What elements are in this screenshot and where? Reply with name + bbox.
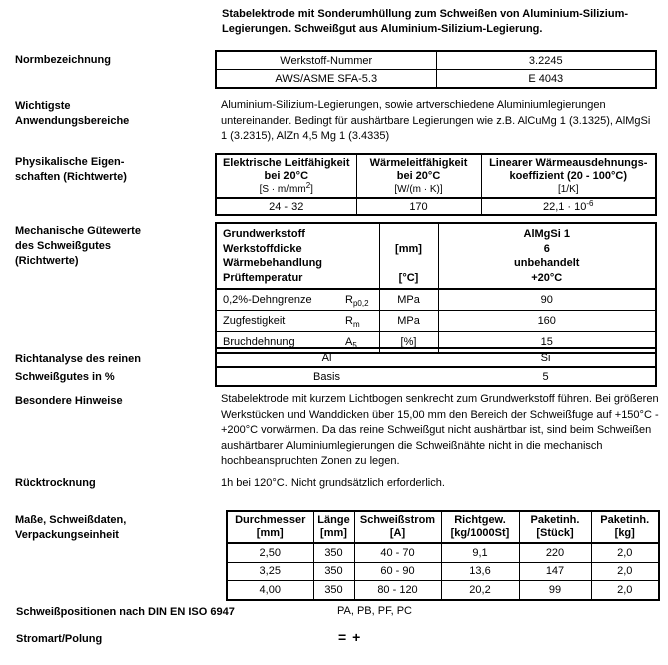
- header-cell: Schweißstrom [A]: [354, 511, 441, 543]
- norm-value-cell: E 4043: [436, 70, 656, 89]
- value-cell: 40 - 70: [354, 543, 441, 562]
- value-cell: 99: [519, 581, 591, 600]
- value-cell: $22,1 \cdot 10^{-6}$: [481, 198, 656, 215]
- norm-value-cell: 3.2245: [436, 51, 656, 70]
- table-row: [216, 198, 656, 215]
- property-name: 0,2%-Dehngrenze: [223, 293, 312, 306]
- value-cell: 2,50: [227, 543, 313, 562]
- header-cell: [mm] [°C]: [379, 223, 438, 289]
- value-cell: 2,0: [591, 581, 659, 600]
- table-row: [216, 289, 656, 311]
- section-label-physikalische-eigenschaften: Physikalische Eigen- schaften (Richtwerte): [15, 156, 127, 183]
- stromart-polung-value: = +: [338, 629, 362, 645]
- property-symbol: $R_{p0,2}$: [345, 293, 369, 308]
- ruecktrocknung-text: 1h bei 120°C. Nicht grundsätzlich erforderlich.: [221, 477, 445, 489]
- table-header-row: [227, 511, 659, 543]
- header-cell: Elektrische Leitfähigkeit bei 20°C $[S \cdot m/mm^2]$: [216, 154, 356, 198]
- unit-cell: MPa: [379, 310, 438, 331]
- section-label-stromart-polung: Stromart/Polung: [16, 633, 103, 645]
- header-cell: AlMgSi 1 6 unbehandelt +20°C: [438, 223, 656, 289]
- masse-table: [226, 510, 658, 601]
- value-cell: 220: [519, 543, 591, 562]
- unit-label: [1/K]: [557, 184, 579, 195]
- table-row: [227, 562, 659, 581]
- section-label-richtanalyse: Richtanalyse des reinen Schweißgutes in %: [15, 353, 141, 383]
- element-cell: Al: [216, 348, 436, 367]
- page-title: Stabelektrode mit Sonderumhüllung zum Schweißen von Aluminium-Silizium-Legierungen. Schweißgut aus Aluminium-Silizium-Legierung.: [222, 8, 629, 35]
- section-label-besondere-hinweise: Besondere Hinweise: [15, 395, 123, 407]
- table-header-row: [216, 154, 656, 198]
- section-label-normbezeichnung: Normbezeichnung: [15, 54, 111, 66]
- table-header-row: [216, 348, 656, 367]
- property-name: Bruchdehnung: [223, 335, 295, 348]
- value-cell: 13,6: [441, 562, 519, 581]
- value-cell: 60 - 90: [354, 562, 441, 581]
- section-label-masse-schweissdaten: Maße, Schweißdaten, Verpackungseinheit: [15, 514, 127, 541]
- value-cell: 160: [438, 310, 656, 331]
- property-cell: [216, 289, 379, 311]
- value-cell: 15: [438, 331, 656, 353]
- value-cell: 20,2: [441, 581, 519, 600]
- section-label-schweisspositionen: Schweißpositionen nach DIN EN ISO 6947: [16, 606, 235, 618]
- value-cell: 147: [519, 562, 591, 581]
- property-cell: [216, 310, 379, 331]
- anwendung-paragraph: Aluminium-Silizium-Legierungen, sowie artverschiedene Aluminiumlegierungen untereinander. Bedingt für aushärtbare Legierungen wie z.B. AlCuMg 1 (3.1325), AlMgSi 1 (3.2315), AlZn 4,5 Mg 1 (3.4335): [221, 99, 651, 142]
- unit-label: [W/(m · K)]: [394, 184, 443, 195]
- value-cell: 24 - 32: [216, 198, 356, 215]
- property-name: Zugfestigkeit: [223, 314, 286, 327]
- unit-cell: [%]: [379, 331, 438, 353]
- element-cell: Si: [436, 348, 656, 367]
- table-row: [216, 310, 656, 331]
- table-row: [216, 367, 656, 386]
- table-row: [216, 70, 656, 89]
- table-header-row: [216, 223, 656, 289]
- value-cell: 4,00: [227, 581, 313, 600]
- norm-table: [215, 50, 655, 89]
- table-row: [227, 543, 659, 562]
- schweisspositionen-value: PA, PB, PF, PC: [337, 605, 412, 617]
- section-label-anwendungsbereiche: Wichtigste Anwendungsbereiche: [15, 100, 130, 127]
- unit-cell: MPa: [379, 289, 438, 311]
- value-cell: 5: [542, 370, 549, 383]
- value-cell: 350: [313, 581, 354, 600]
- section-label-mechanische-guetewerte: Mechanische Gütewerte des Schweißgutes (Richtwerte): [15, 225, 141, 267]
- section-label-ruecktrocknung: Rücktrocknung: [15, 477, 96, 489]
- property-symbol: $R_m$: [345, 314, 360, 329]
- unit-label: $[S \cdot m/mm^2]$: [259, 181, 313, 195]
- value-cell: 350: [313, 562, 354, 581]
- value-cell: 3,25: [227, 562, 313, 581]
- table-row: [216, 51, 656, 70]
- value-cell: 350: [313, 543, 354, 562]
- mech-table: [215, 222, 655, 354]
- header-cell: Länge [mm]: [313, 511, 354, 543]
- hinweise-paragraph: Stabelektrode mit kurzem Lichtbogen senkrecht zum Grundwerkstoff führen. Bei größeren Werkstücken und Wanddicken über 15,00 mm den Bereich der Schweißfuge auf +150°C - +200°C vorwärmen. Da das reine Schweißgut nicht aushärtbar ist, sind beim Schweißen aushärtbarer Aluminiumlegierungen die Schweißnähte nicht in die mechanisch hochbeanspruchten Zonen zu legen.: [221, 393, 659, 467]
- header-cell: Paketinh. [Stück]: [519, 511, 591, 543]
- analyse-table: [215, 347, 655, 387]
- header-cell: Grundwerkstoff Werkstoffdicke Wärmebehandlung Prüftemperatur: [216, 223, 379, 289]
- physik-table: [215, 153, 655, 216]
- value-cell: 2,0: [591, 543, 659, 562]
- header-cell: Paketinh. [kg]: [591, 511, 659, 543]
- value-cell: Basis: [313, 370, 340, 383]
- header-cell: Durchmesser [mm]: [227, 511, 313, 543]
- value-cell: 170: [356, 198, 481, 215]
- header-cell: Wärmeleitfähigkeit bei 20°C [W/(m · K)]: [356, 154, 481, 198]
- property-symbol: $A_5$: [345, 335, 357, 350]
- table-row: [227, 581, 659, 600]
- norm-key-cell: Werkstoff-Nummer: [216, 51, 436, 70]
- header-cell: Richtgew. [kg/1000St]: [441, 511, 519, 543]
- header-cell: Linearer Wärmeausdehnungs- koeffizient (20 - 100°C) [1/K]: [481, 154, 656, 198]
- value-cell: 90: [438, 289, 656, 311]
- norm-key-cell: AWS/ASME SFA-5.3: [216, 70, 436, 89]
- value-cell: 2,0: [591, 562, 659, 581]
- value-cell: 80 - 120: [354, 581, 441, 600]
- value-cell: 9,1: [441, 543, 519, 562]
